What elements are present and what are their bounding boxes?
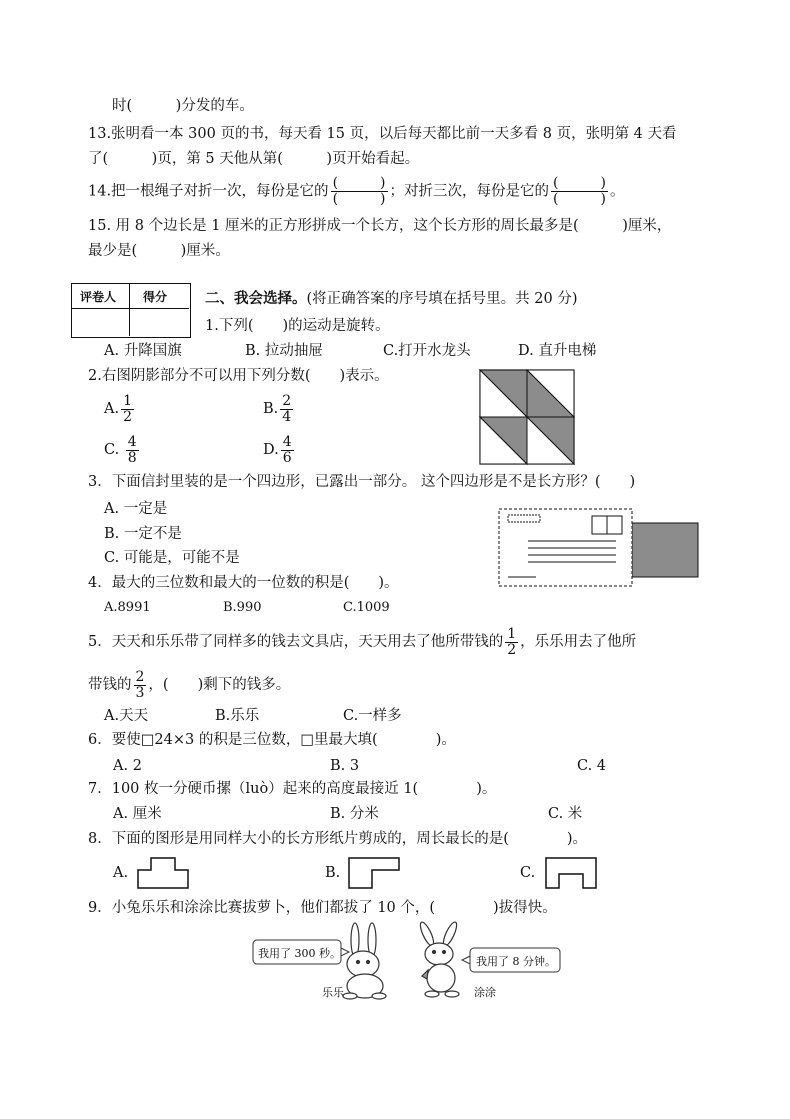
q6-stem: 6．要使□24×3 的积是三位数，□里最大填( )。 [88,732,456,748]
q13-line2: 了( )页，第 5 天他从第( )页开始看起。 [88,151,420,167]
shape-b-icon [348,857,400,889]
q7-stem: 7．100 枚一分硬币摞（luò）起来的高度最接近 1( )。 [88,781,497,797]
bubble-tutu: 我用了 8 分钟。 [476,955,556,968]
q7-option-c[interactable]: C. 米 [548,806,583,822]
q3-stem: 3．下面信封里装的是一个四边形，已露出一部分。 这个四边形是不是长方形？( ) [88,474,636,490]
score-table-row-line [71,308,189,309]
q2-option-c[interactable]: C. $\frac{4}{8}$ [104,433,137,466]
q6-option-b[interactable]: B. 3 [330,758,360,774]
q3-option-c[interactable]: C. 可能是，可能不是 [104,550,240,566]
q15-line1: 15. 用 8 个边长是 1 厘米的正方形拼成一个长方，这个长方形的周长最多是( )厘米， [88,218,672,234]
section-2-note: (将正确答案的序号填在括号里。共 20 分) [306,291,578,307]
q6-option-c[interactable]: C. 4 [577,758,607,774]
q5-option-b[interactable]: B.乐乐 [215,708,260,724]
q6-option-a[interactable]: A. 2 [113,758,142,774]
q3-option-b[interactable]: B. 一定不是 [104,526,182,542]
score-table-divider [129,283,130,336]
q1-stem: 1.下列( )的运动是旋转。 [205,318,390,334]
q15-line2: 最少是( )厘米。 [88,243,230,259]
reviewer-label: 评卷人 [80,290,117,304]
q4-stem: 4．最大的三位数和最大的一位数的积是( )。 [88,575,399,591]
q1-option-c[interactable]: C.打开水龙头 [383,343,471,359]
q13-line1: 13.张明看一本 300 页的书，每天看 15 页，以后每天都比前一天多看 8 页，张明第 4 天看 [88,126,677,142]
q3-option-a[interactable]: A. 一定是 [104,501,168,517]
score-label: 得分 [143,290,168,304]
q4-option-b[interactable]: B.990 [223,600,262,615]
q2-option-b[interactable]: B. $\frac{2}{4}$ [263,392,292,425]
q8-option-b[interactable]: B. [325,865,341,881]
envelope-figure [498,508,700,588]
section-2-title: 二、我会选择。 [205,290,307,307]
rabbit-name-tutu: 涂涂 [474,986,496,999]
q1-option-d[interactable]: D. 直升电梯 [518,343,597,359]
q2-stem: 2.右图阴影部分不可以用下列分数( )表示。 [88,368,389,384]
q4-option-a[interactable]: A.8991 [104,600,151,615]
q8-option-c[interactable]: C. [520,865,536,881]
q1-option-a[interactable]: A. 升降国旗 [104,343,182,359]
shape-a-icon [137,857,189,889]
q12-tail: 时( )分发的车。 [112,98,254,114]
q14-blank-fraction-2[interactable]: $\frac{( )}{( )}$ [553,175,606,207]
q2-option-a[interactable]: A. $\frac{1}{2}$ [104,392,133,425]
q1-option-b[interactable]: B. 拉动抽屉 [245,343,323,359]
q9-stem: 9．小兔乐乐和涂涂比赛拔萝卜，他们都拔了 10 个，( )拔得快。 [88,900,557,916]
q14 [88,176,624,207]
q7-option-b[interactable]: B. 分米 [330,806,379,822]
rabbit-name-lele: 乐乐 [322,986,344,999]
shaded-square-figure [480,370,574,465]
q4-option-c[interactable]: C.1009 [343,600,390,615]
q14-text2: ；对折三次，每份是它的 [389,183,549,200]
q5-option-c[interactable]: C.一样多 [343,708,402,724]
q7-option-a[interactable]: A. 厘米 [113,806,162,822]
q14-text1: 14.把一根绳子对折一次，每份是它的 [88,183,329,200]
q5-line1: 5．天天和乐乐带了同样多的钱去文具店，天天用去了他所带钱的 $\frac{1}{2}$ ，乐乐用去了他所 [88,625,637,658]
q14-blank-fraction-1[interactable]: $\frac{( )}{( )}$ [332,175,386,207]
shape-c-icon [545,857,597,889]
q5-option-a[interactable]: A.天天 [104,708,149,724]
bubble-lele: 我用了 300 秒。 [258,947,341,960]
q5-line2: 带钱的 $\frac{2}{3}$ ，( )剩下的钱多。 [88,668,291,701]
q8-stem: 8．下面的图形是用同样大小的长方形纸片剪成的，周长最长的是( )。 [88,831,588,847]
q8-option-a[interactable]: A. [113,865,129,881]
q14-text3: 。 [609,183,625,200]
section-2-header [205,289,577,309]
q2-option-d[interactable]: D. $\frac{4}{6}$ [263,433,292,466]
